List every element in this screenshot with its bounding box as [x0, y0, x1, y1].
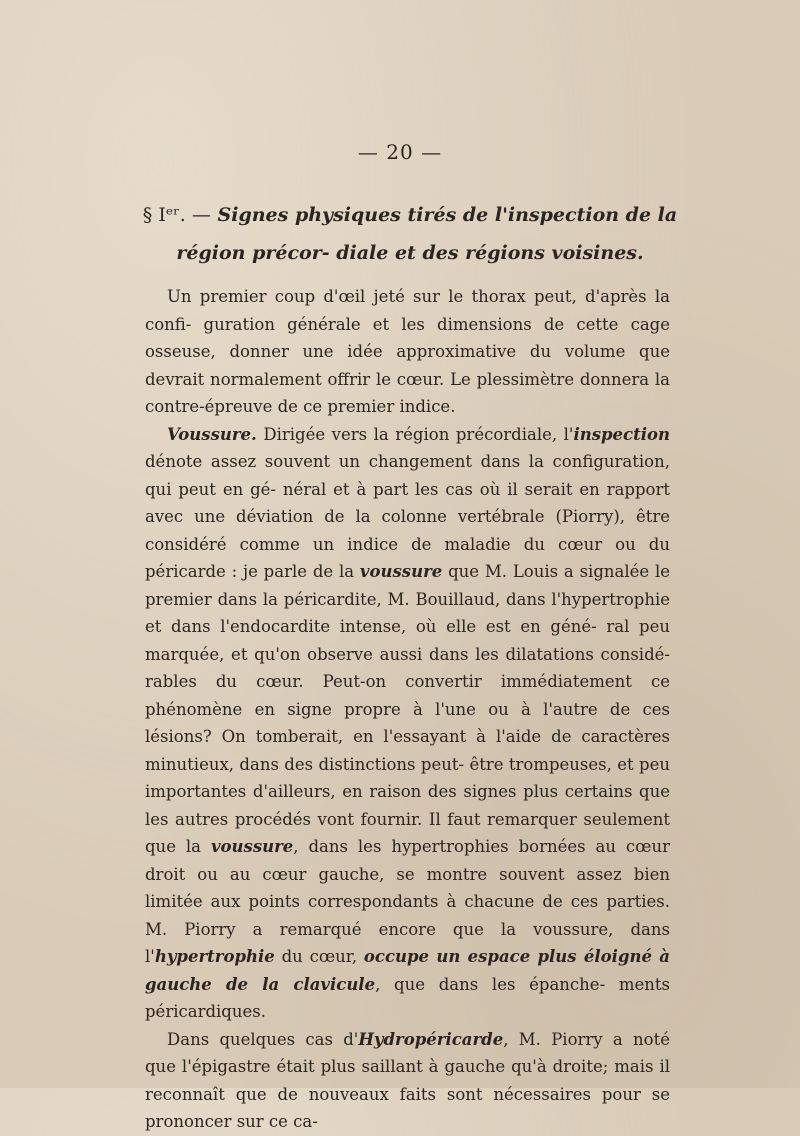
- paragraph-text: , dans les hypertrophies bornées au cœur droit ou au cœur gauche, se montre souvent assez bien limitée aux points correspondants à chacune de ces parties. M. Piorry a remarqué encore que la voussure, dans l': [145, 837, 670, 966]
- paragraph-text: Un premier coup d'œil jeté sur le thorax peut, d'après la confi- guration générale et les dimensions de cette cage osseuse, donner une idée approximative du volume que devrait normalement offrir le cœur. Le plessimètre donnera la contre-épreuve de ce premier indice.: [145, 287, 670, 416]
- paragraph-text: Dans quelques cas d': [167, 1029, 359, 1049]
- paragraph-text: que M. Louis a signalée le premier dans la péricardite, M. Bouillaud, dans l'hypertrophie et dans l'endocardite intense, où elle est en géné- ral peu marquée, et qu'on observe aussi dans les dilatations considé- rables du cœur. Peut-on convertir immédiatement ce phénomène en signe propre à l'une ou à l'autre de ces lésions? On tomberait, en l'essayant à l'aide de caractères minutieux, dans des distinctions peut- être trompeuses, et peu importantes d'ailleurs, en raison des signes plus certains que les autres procédés vont fournir. Il faut remarquer seulement que la: [145, 562, 671, 856]
- paragraph: [145, 421, 670, 1026]
- emphasized-text: voussure: [210, 837, 294, 856]
- emphasized-text: occupe un espace plus éloigné à gauche de la clavicule: [145, 947, 670, 994]
- body-text: [145, 283, 670, 1136]
- emphasized-text: Hydropéricarde: [358, 1029, 504, 1049]
- paragraph-text: dénote assez souvent un changement dans la configuration, qui peut en gé- néral et à part les cas où il serait en rapport avec une déviation de la colonne vertébrale (Piorry), être considéré comme un indice de maladie du cœur ou du péricarde : je parle de la: [145, 452, 670, 581]
- paragraph: [145, 283, 670, 421]
- section-heading: [140, 196, 680, 272]
- paragraph-text: Dirigée vers la région précordiale, l': [256, 424, 574, 444]
- paragraph-text: , que dans les épanche- ments péricardiques.: [145, 974, 670, 1021]
- emphasized-text: inspection: [573, 424, 670, 444]
- paragraph: [145, 1026, 670, 1136]
- emphasized-text: hypertrophie: [154, 947, 275, 966]
- paragraph-text: du cœur,: [274, 947, 364, 966]
- page-number: — 20 —: [357, 140, 443, 164]
- section-title: Signes physiques tirés de l'inspection de la région précor- diale et des régions voisines.: [176, 204, 678, 264]
- emphasized-text: voussure: [359, 562, 443, 581]
- emphasized-text: Voussure.: [167, 424, 257, 444]
- paragraph-text: , M. Piorry a noté que l'épigastre était plus saillant à gauche qu'à droite; mais il reconnaît que de nouveaux faits sont nécessaires pour se prononcer sur ce ca-: [145, 1029, 670, 1131]
- section-mark: § Iᵉʳ. —: [142, 204, 211, 226]
